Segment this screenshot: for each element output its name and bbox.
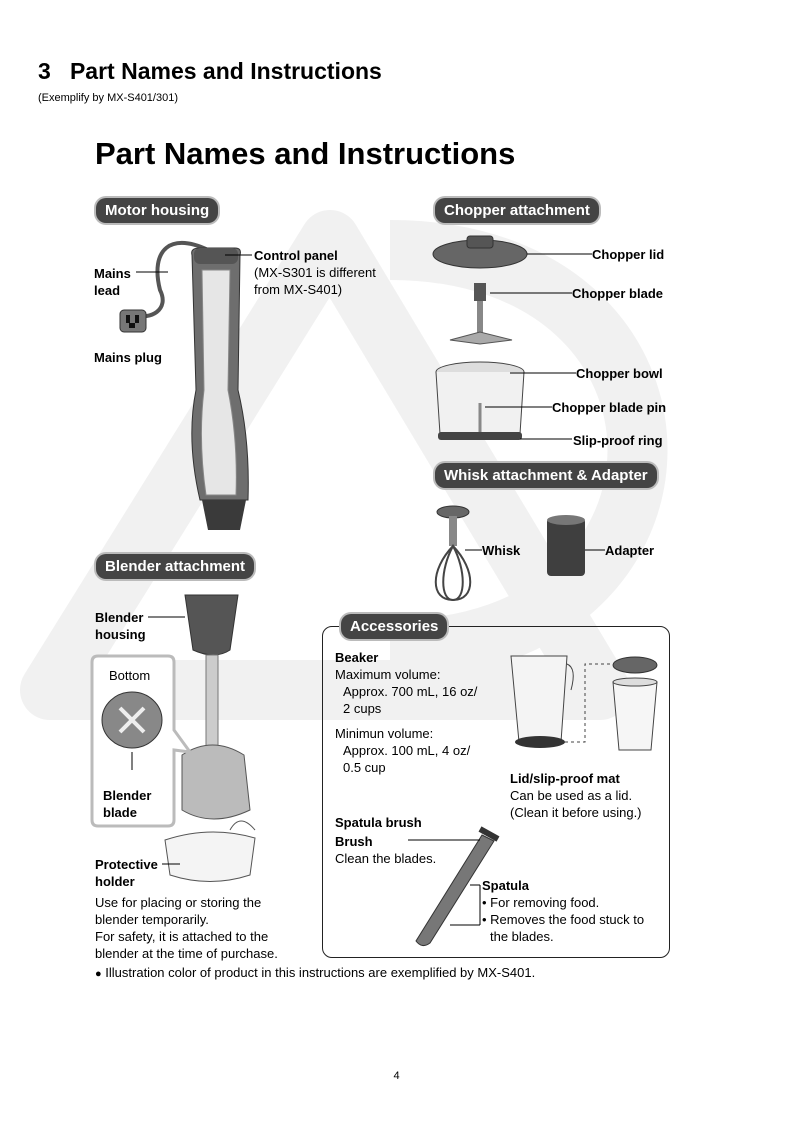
- min-volume-value: Approx. 100 mL, 4 oz/ 0.5 cup: [343, 743, 471, 775]
- brush-label: Brush: [335, 834, 373, 849]
- lid-mat-note: Can be used as a lid. (Clean it before using.): [510, 788, 642, 820]
- section-subtitle: (Exemplify by MX-S401/301): [38, 92, 178, 104]
- spatula-brush-label: Spatula brush: [335, 815, 422, 830]
- bottom-label: Bottom: [109, 668, 151, 683]
- whisk-heading: Whisk attachment & Adapter: [435, 463, 657, 488]
- blender-heading: Blender attachment: [96, 554, 254, 579]
- chopper-heading: Chopper attachment: [435, 198, 599, 223]
- brush-note: Clean the blades.: [335, 851, 437, 866]
- spatula-notes: • For removing food. • Removes the food stuck to the blades.: [482, 895, 645, 944]
- blender-housing-label: Blender housing: [95, 610, 146, 642]
- chopper-bowl-label: Chopper bowl: [576, 366, 663, 381]
- control-panel-label: Control panel: [254, 248, 338, 263]
- slip-proof-ring-label: Slip-proof ring: [573, 433, 663, 448]
- motor-housing-heading: Motor housing: [96, 198, 218, 223]
- whisk-label: Whisk: [482, 543, 521, 558]
- lid-mat-label: Lid/slip-proof mat: [510, 771, 620, 786]
- beaker-illustration: [505, 650, 665, 760]
- protective-holder-note: Use for placing or storing the blender temporarily. For safety, it is attached to the blender at the time of purchase.: [95, 895, 278, 961]
- min-volume-label: Minimun volume:: [335, 726, 434, 741]
- chopper-blade-label: Chopper blade: [572, 286, 664, 301]
- control-panel-note: (MX-S301 is different from MX-S401): [254, 265, 376, 297]
- max-volume-value: Approx. 700 mL, 16 oz/ 2 cups: [343, 684, 478, 716]
- max-volume-label: Maximum volume:: [335, 667, 441, 682]
- chopper-lid-label: Chopper lid: [592, 247, 665, 262]
- section-title: 3 Part Names and Instructions: [38, 58, 382, 84]
- footnote: ● Illustration color of product in this instructions are exemplified by MX-S401.: [95, 965, 536, 980]
- adapter-label: Adapter: [605, 543, 655, 558]
- page-number: 4: [393, 1070, 400, 1082]
- mains-lead-label: Mains lead: [94, 266, 131, 298]
- chopper-blade-pin-label: Chopper blade pin: [552, 400, 667, 415]
- page-title: Part Names and Instructions: [95, 136, 516, 171]
- protective-holder-label: Protective holder: [95, 857, 158, 889]
- mains-plug-label: Mains plug: [94, 350, 162, 365]
- blender-blade-label: Blender blade: [103, 788, 152, 820]
- spatula-label: Spatula: [482, 878, 529, 893]
- beaker-label: Beaker: [335, 650, 379, 665]
- accessories-heading: Accessories: [341, 614, 447, 639]
